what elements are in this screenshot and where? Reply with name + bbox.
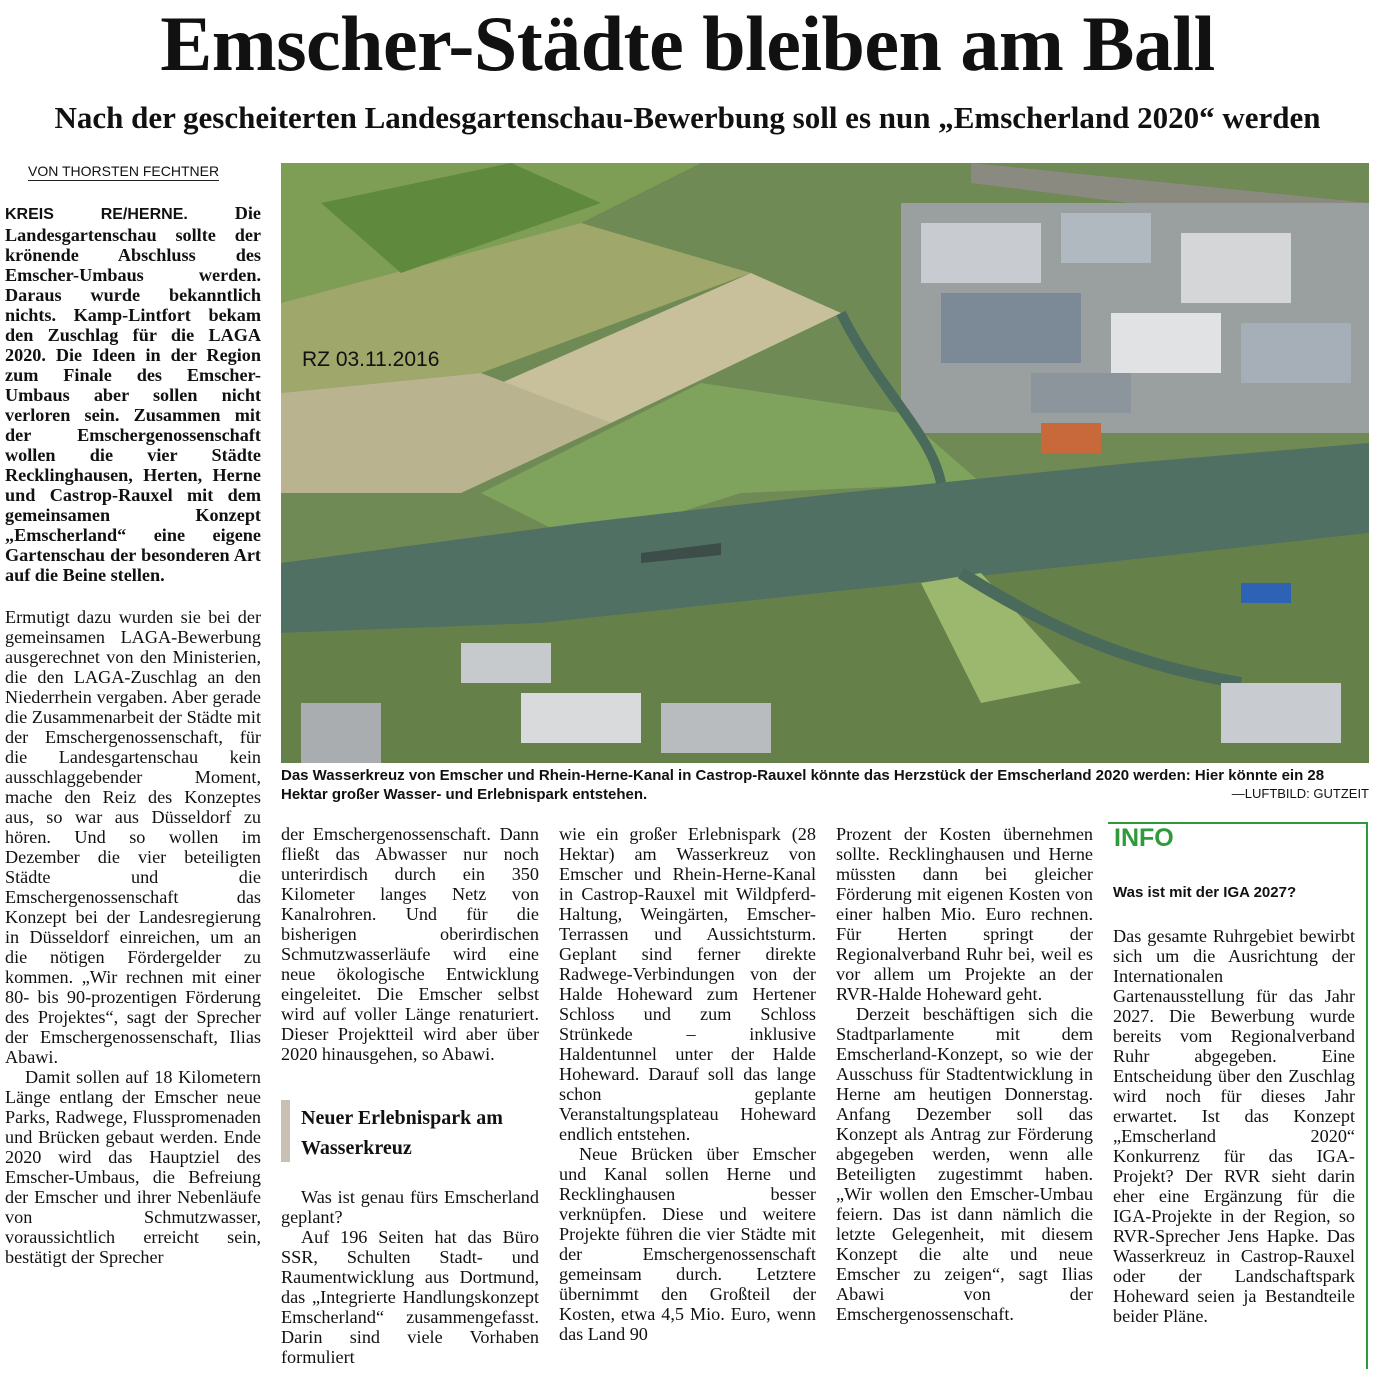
body-paragraph: Ermutigt dazu wurden sie bei der gemeinsamen LAGA-Bewerbung ausgerechnet von den Ministerien, die den LAGA-Zuschlag an den Niederrhein vergaben. Aber gerade die Zusammenarbeit der Städte mit der Emschergenossenschaft, für die Landesgartenschau kein ausschlaggebender Moment, mache den Reiz des Konzeptes aus, so war aus Düsseldorf zu hören. Und so wollen im Dezember die vier beteiligten Städte und die Emschergenossenschaft das Konzept bei der Landesregierung in Düsseldorf einreichen, um an die nötigen Fördergelder zu kommen. „Wir rechnen mit einer 80- bis 90-prozentigen Förderung des Projektes“, sagt der Sprecher der Emschergenossenschaft, Ilias Abawi.: [5, 607, 261, 1067]
info-question: Was ist mit der IGA 2027?: [1113, 884, 1297, 901]
body-paragraph: der Emschergenossenschaft. Dann fließt das Abwasser nur noch unterirdisch durch ein 350 Kilometer langes Netz von Kanalrohren. Und für die bisherigen oberirdischen Schmutzwasserläufe wird eine neue ökologische Entwicklung eingeleitet. Die Emscher selbst wird auf voller Länge renaturiert. Dieser Projektteil wird aber über 2020 hinausgehen, so Abawi.: [281, 824, 539, 1064]
headline: Emscher-Städte bleiben am Ball: [160, 0, 1215, 87]
column-3: [559, 824, 816, 1344]
column-4: [836, 824, 1093, 1324]
body-paragraph: Derzeit beschäftigen sich die Stadtparlamente mit dem Emscherland-Konzept, so wie der Ausschuss für Stadtentwicklung in Herne am heutigen Donnerstag. Anfang Dezember soll das Konzept als Antrag zur Förderung abgegeben werden, wenn alle Beteiligten zugestimmt haben. „Wir wollen den Emscher-Umbau feiern. Das ist dann nämlich die letzte Gelegenheit, mit diesem Konzept die alte und neue Emscher zu zeigen“, sagt Ilias Abawi von der Emschergenossenschaft.: [836, 1004, 1093, 1324]
column-1: [5, 203, 261, 1267]
dateline: KREIS RE/HERNE.: [5, 206, 188, 223]
section-subtitle: [281, 1100, 541, 1166]
body-paragraph: Damit sollen auf 18 Kilometern Länge entlang der Emscher neue Parks, Radwege, Flusspromenaden und Brücken gebaut werden. Ende 2020 wird das Hauptziel des Emscher-Umbaus, die Befreiung der Emscher und ihrer Nebenläufe von Schmutzwasser, voraussichtlich erreicht sein, bestätigt der Sprecher: [5, 1067, 261, 1267]
lead-text: Die Landesgartenschau sollte der krönende Abschluss des Emscher-Umbaus werden. Daraus wurde bekanntlich nichts. Kamp-Lintfort bekam den Zuschlag für die LAGA 2020. Die Ideen in der Region zum Finale des Emscher-Umbaus aber sollen nicht verloren sein. Zusammen mit der Emschergenossenschaft wollen die vier Städte Recklinghausen, Herten, Herne und Castrop-Rauxel mit dem gemeinsamen Konzept „Emscherland“ eine eigene Gartenschau der besonderen Art auf die Beine stellen.: [5, 203, 261, 585]
body-paragraph: Prozent der Kosten übernehmen sollte. Recklinghausen und Herne müssten dann bei gleicher Förderung mit eigenen Kosten von einer halben Mio. Euro rechnen. Für Herten springt der Regionalverband Ruhr bei, weil es vor allem um Projekte an der RVR-Halde Hoheward geht.: [836, 824, 1093, 1004]
body-paragraph: wie ein großer Erlebnispark (28 Hektar) am Wasserkreuz von Emscher und Rhein-Herne-Kanal in Castrop-Rauxel mit Wildpferd-Haltung, Weingärten, Emscher-Terrassen und Aussichtsturm. Geplant sind ferner direkte Radwege-Verbindungen von der Halde Hoheward zum Hertener Schloss und zum Schloss Strünkede – inklusive Haldentunnel unter der Halde Hoheward. Darauf soll das lange schon geplante Veranstaltungsplateau Hoheward endlich entstehen.: [559, 824, 816, 1144]
body-paragraph: Auf 196 Seiten hat das Büro SSR, Schulten Stadt- und Raumentwicklung aus Dortmund, das „Integrierte Handlungskonzept Emscherland“ zusammengefasst. Darin sind viele Vorhaben formuliert: [281, 1227, 539, 1367]
info-paragraph: Das gesamte Ruhrgebiet bewirbt sich um die Ausrichtung der Internationalen Gartenausstellung für das Jahr 2027. Die Bewerbung wurde bereits vom Regionalverband Ruhr abgegeben. Eine Entscheidung über den Zuschlag wird noch für dieses Jahr erwartet. Ist das Konzept „Emscherland 2020“ Konkurrenz für das IGA-Projekt? Der RVR sieht darin eher eine Ergänzung für die IGA-Projekte in der Region, so RVR-Sprecher Jens Hapke. Das Wasserkreuz in Castrop-Rauxel oder der Landschaftspark Hoheward seien ja Bestandteile beider Pläne.: [1113, 926, 1355, 1326]
subtitle-bar: [281, 1100, 290, 1162]
byline: VON THORSTEN FECHTNER: [28, 163, 220, 179]
aerial-photo: [281, 163, 1369, 763]
photo-caption: Das Wasserkreuz von Emscher und Rhein-Herne-Kanal in Castrop-Rauxel könnte das Herzstück der Emscherland 2020 werden: Hier könnte ein 28 Hektar großer Wasser- und Erlebnispark entstehen.: [281, 767, 1325, 803]
column-2: [281, 824, 539, 1064]
column-2-continued: [281, 1187, 539, 1367]
subtitle-text: Neuer Erlebnispark am Wasserkreuz: [301, 1107, 503, 1159]
body-paragraph: Neue Brücken über Emscher und Kanal sollen Herne und Recklinghausen besser verknüpfen. Diese und weitere Projekte führen die vier Städte mit der Emschergenossenschaft gemeinsam durch. Letztere übernimmt den Großteil der Kosten, etwa 4,5 Mio. Euro, wenn das Land 90: [559, 1144, 816, 1344]
body-paragraph: Was ist genau fürs Emscherland geplant?: [281, 1187, 539, 1227]
info-body: [1113, 926, 1355, 1326]
subheadline: Nach der gescheiterten Landesgartenschau-Bewerbung soll es nun „Emscherland 2020“ werden: [54, 100, 1321, 135]
date-stamp: RZ 03.11.2016: [302, 348, 440, 371]
photo-credit: —LUFTBILD: GUTZEIT: [1231, 786, 1369, 801]
info-title: INFO: [1114, 824, 1174, 852]
lead-paragraph: [5, 203, 261, 585]
